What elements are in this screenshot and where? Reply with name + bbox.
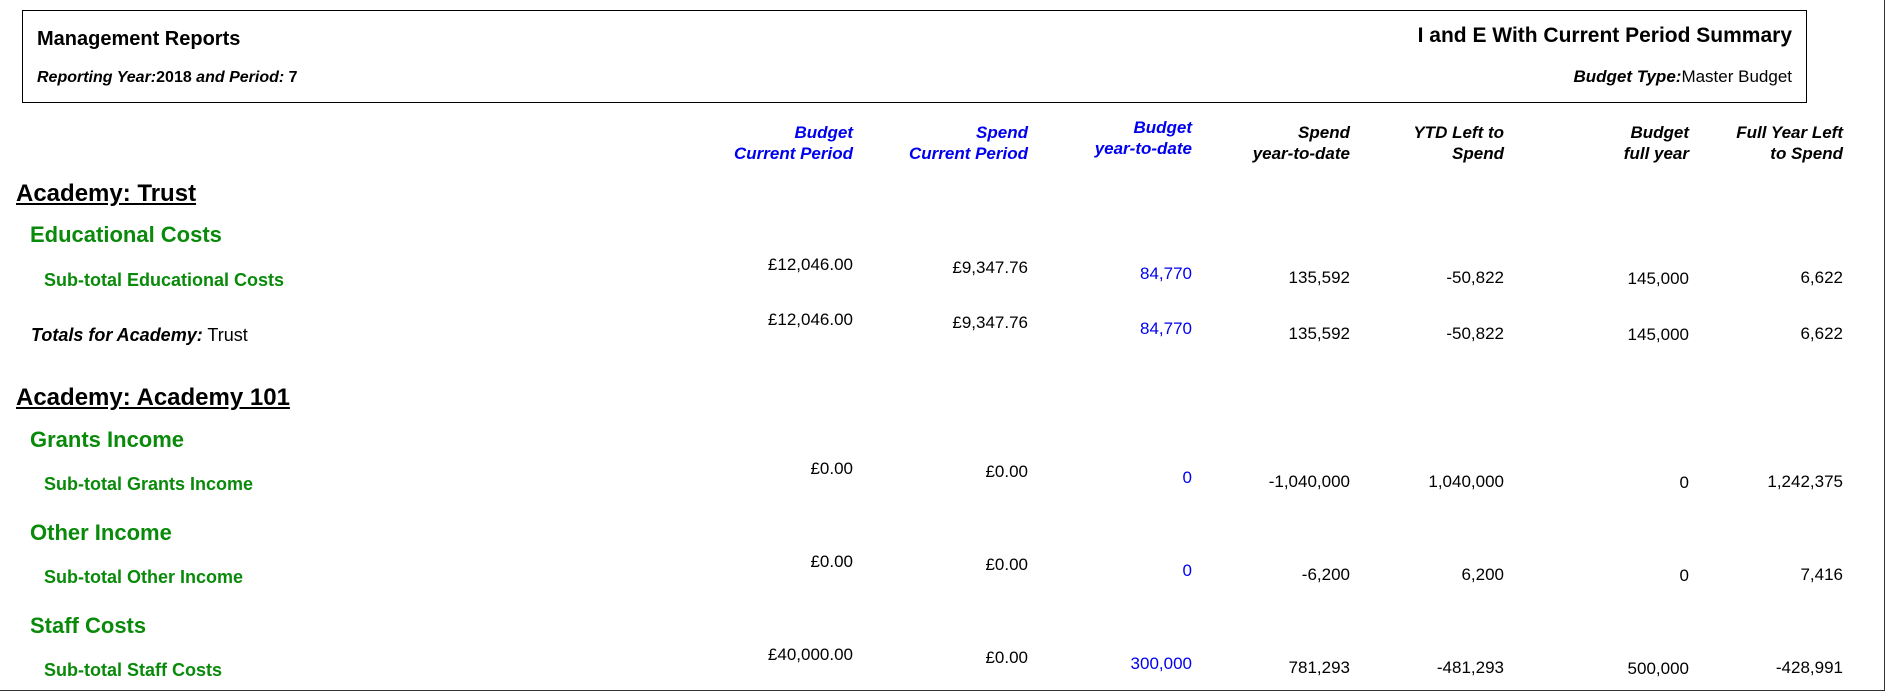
value-spend-ytd: 781,293: [1288, 658, 1350, 677]
academy-heading: Academy: Trust: [16, 180, 197, 207]
value-full-year-left-to-spend: 6,622: [1800, 268, 1843, 287]
col-header-line1: Full Year Left: [1736, 123, 1843, 142]
subtotal-label: Sub-total Grants Income: [44, 474, 254, 494]
col-header-budget-ytd: [1095, 117, 1192, 159]
col-header-spend-ytd: [1253, 122, 1350, 164]
col-header-line2: year-to-date: [1252, 144, 1350, 163]
value-spend-current-period: £0.00: [985, 462, 1028, 481]
reporting-period: [37, 69, 298, 87]
total-spend-ytd: 135,592: [1288, 324, 1350, 343]
value-budget-current-period: £40,000.00: [767, 645, 853, 664]
col-header-budget-current-period: [734, 122, 853, 164]
value-budget-ytd: 84,770: [1140, 264, 1192, 283]
col-header-line1: Spend: [1298, 123, 1350, 142]
col-header-line2: Spend: [1452, 144, 1504, 163]
value-spend-ytd: -1,040,000: [1268, 472, 1350, 491]
col-header-line2: full year: [1623, 144, 1689, 163]
value-budget-ytd: 0: [1182, 468, 1192, 487]
value-ytd-left-to-spend: -481,293: [1436, 658, 1504, 677]
total-spend-current-period: £9,347.76: [952, 313, 1028, 332]
value-spend-current-period: £9,347.76: [952, 258, 1028, 277]
col-header-line2: Current Period: [733, 144, 853, 163]
total-budget-ytd: 84,770: [1140, 319, 1192, 338]
col-header-line1: YTD Left to: [1413, 123, 1504, 142]
total-ytd-left-to-spend: -50,822: [1446, 324, 1504, 343]
category-heading: Educational Costs: [30, 222, 222, 247]
category-heading: Staff Costs: [30, 613, 147, 638]
summary-title: I and E With Current Period Summary: [1417, 24, 1792, 47]
col-header-line1: Budget: [1630, 123, 1689, 142]
value-spend-current-period: £0.00: [985, 555, 1028, 574]
value-budget-full-year: 0: [1679, 566, 1689, 585]
value-spend-ytd: -6,200: [1301, 565, 1350, 584]
reporting-year-label: Reporting Year:: [37, 69, 157, 86]
col-header-line2: to Spend: [1770, 144, 1843, 163]
col-header-line1: Budget: [794, 123, 853, 142]
subtotal-label: Sub-total Staff Costs: [44, 660, 222, 680]
col-header-spend-current-period: [909, 122, 1028, 164]
value-budget-full-year: 145,000: [1627, 269, 1689, 288]
value-ytd-left-to-spend: 6,200: [1461, 565, 1504, 584]
col-header-line2: Current Period: [908, 144, 1028, 163]
value-full-year-left-to-spend: 1,242,375: [1767, 472, 1843, 491]
budget-type-value: Master Budget: [1681, 67, 1792, 86]
col-header-full-year-left-to-spend: [1736, 122, 1843, 164]
totals-label: Totals for Academy:: [31, 325, 203, 345]
report-header: [22, 10, 1807, 103]
value-spend-ytd: 135,592: [1288, 268, 1350, 287]
value-budget-current-period: £0.00: [810, 552, 853, 571]
value-full-year-left-to-spend: 7,416: [1800, 565, 1843, 584]
col-header-ytd-left-to-spend: [1413, 122, 1504, 164]
value-budget-current-period: £0.00: [810, 459, 853, 478]
totals-academy-name: Trust: [202, 325, 248, 345]
budget-type: [1573, 67, 1792, 87]
total-budget-full-year: 145,000: [1627, 325, 1689, 344]
category-heading: Grants Income: [30, 427, 185, 452]
value-full-year-left-to-spend: -428,991: [1775, 658, 1843, 677]
value-ytd-left-to-spend: 1,040,000: [1428, 472, 1504, 491]
value-budget-ytd: 300,000: [1130, 654, 1192, 673]
subtotal-label: Sub-total Educational Costs: [44, 270, 285, 290]
budget-type-label: Budget Type:: [1573, 67, 1682, 86]
value-budget-full-year: 0: [1679, 473, 1689, 492]
academy-heading: Academy: Academy 101: [16, 384, 290, 411]
subtotal-label: Sub-total Other Income: [44, 567, 244, 587]
col-header-line2: year-to-date: [1094, 139, 1192, 158]
total-full-year-left-to-spend: 6,622: [1800, 324, 1843, 343]
totals-for-academy: [31, 325, 248, 346]
value-ytd-left-to-spend: -50,822: [1446, 268, 1504, 287]
report-title: Management Reports: [37, 28, 241, 50]
value-budget-full-year: 500,000: [1627, 659, 1689, 678]
period-label: and Period:: [191, 69, 289, 86]
reporting-year-value: 2018: [156, 69, 192, 86]
category-heading: Other Income: [30, 520, 172, 545]
total-budget-current-period: £12,046.00: [767, 310, 853, 329]
period-value: 7: [288, 69, 298, 86]
col-header-budget-full-year: [1624, 122, 1689, 164]
col-header-line1: Budget: [1133, 118, 1192, 137]
value-budget-ytd: 0: [1182, 561, 1192, 580]
value-spend-current-period: £0.00: [985, 648, 1028, 667]
value-budget-current-period: £12,046.00: [767, 255, 853, 274]
col-header-line1: Spend: [976, 123, 1028, 142]
